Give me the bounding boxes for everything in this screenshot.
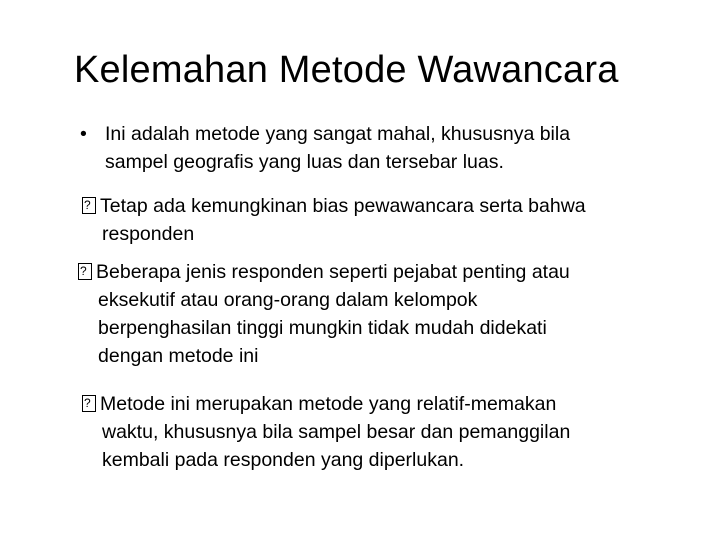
bullet-line [82, 192, 586, 220]
bullet-item-4 [82, 390, 570, 474]
bullet-item-3 [78, 258, 570, 370]
bullet-line: waktu, khususnya bila sampel besar dan pemanggilan [102, 421, 571, 443]
bullet-line: eksekutif atau orang-orang dalam kelompok [98, 289, 478, 311]
bullet-line: responden [102, 223, 195, 245]
bullet-text: Tetap ada kemungkinan bias pewawancara serta bahwa [100, 195, 586, 217]
bullet-line: dengan metode ini [98, 345, 259, 367]
bullet-line: sampel geografis yang luas dan tersebar luas. [105, 151, 504, 173]
box-icon [82, 197, 96, 214]
box-icon [78, 263, 92, 280]
bullet-item-2 [82, 192, 586, 248]
bullet-line [80, 120, 570, 148]
bullet-text: Beberapa jenis responden seperti pejabat penting atau [96, 261, 570, 283]
bullet-line: berpenghasilan tinggi mungkin tidak mudah didekati [98, 317, 547, 339]
bullet-item-1 [80, 120, 570, 176]
bullet-text: Metode ini merupakan metode yang relatif-memakan [100, 393, 557, 415]
bullet-line [78, 258, 570, 286]
bullet-dot-icon: • [80, 123, 87, 145]
bullet-text: Ini adalah metode yang sangat mahal, khususnya bila [105, 123, 571, 145]
box-icon [82, 395, 96, 412]
bullet-line: kembali pada responden yang diperlukan. [102, 449, 465, 471]
slide-title: Kelemahan Metode Wawancara [74, 49, 619, 91]
bullet-line [82, 390, 570, 418]
